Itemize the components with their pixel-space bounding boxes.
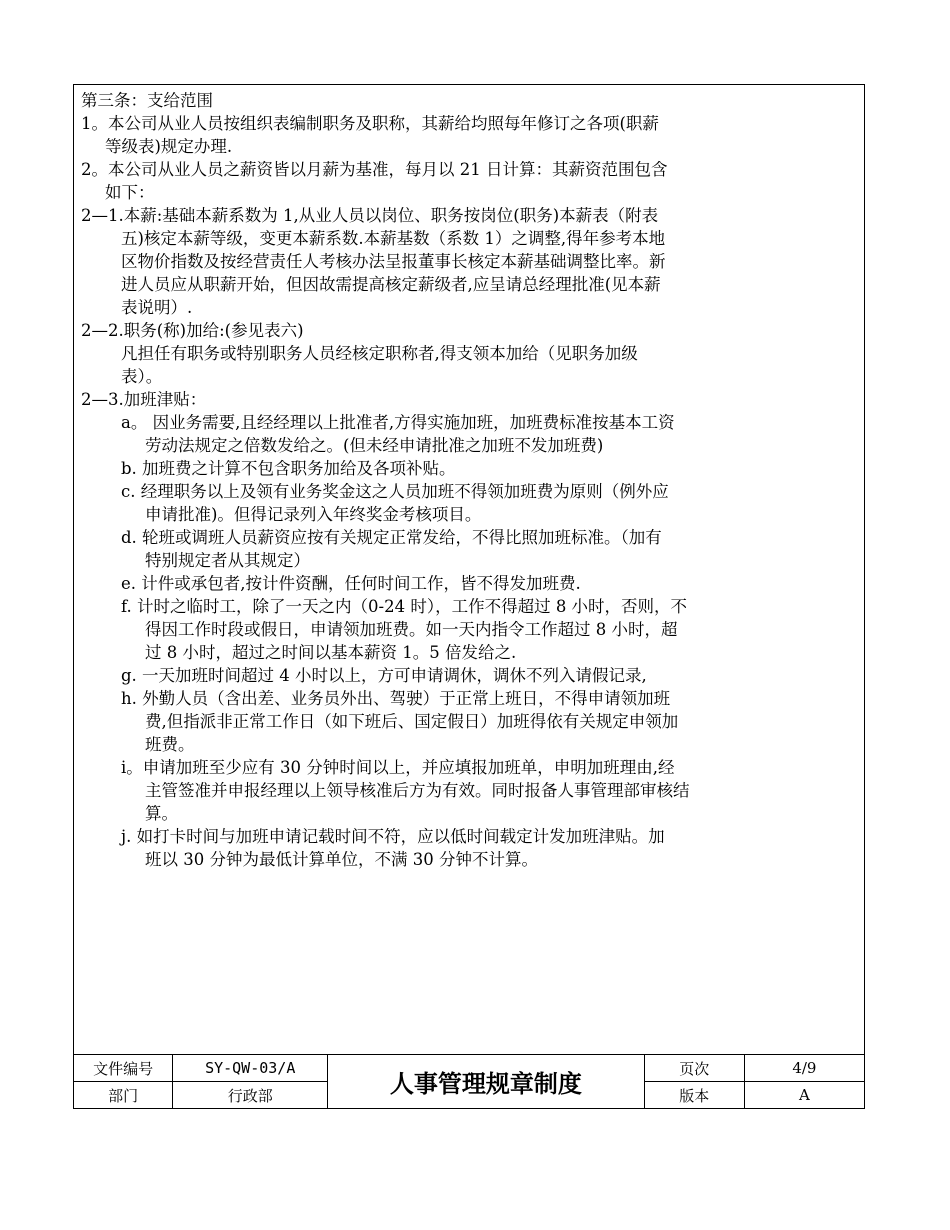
item-line: 班费。 xyxy=(145,735,195,754)
item-line: 主管签准并申报经理以上领导核准后方为有效。同时报备人事管理部审核结 xyxy=(145,781,690,800)
paragraph-2-line: 如下： xyxy=(105,183,155,202)
file-no-label: 文件编号 xyxy=(74,1055,173,1082)
section-2-1-line: 表说明）. xyxy=(121,298,193,317)
article-content xyxy=(81,89,858,871)
version-label: 版本 xyxy=(644,1082,744,1109)
item-line: f. 计时之临时工，除了一天之内（0-24 时），工作不得超过 8 小时，否则，不 xyxy=(121,597,688,616)
item-line: c. 经理职务以上及领有业务奖金这之人员加班不得领加班费为原则（例外应 xyxy=(121,482,669,501)
item-line: 劳动法规定之倍数发给之。(但未经申请批准之加班不发加班费) xyxy=(145,436,604,455)
item-line: 算。 xyxy=(145,804,178,823)
item-line: 班以 30 分钟为最低计算单位，不满 30 分钟不计算。 xyxy=(145,850,538,869)
dept-label: 部门 xyxy=(74,1082,173,1109)
section-2-2-line: 凡担任有职务或特别职务人员经核定职称者,得支领本加给（见职务加级 xyxy=(121,344,638,363)
section-2-3-heading: 2—3.加班津贴： xyxy=(81,390,207,409)
document-body xyxy=(73,84,865,1054)
item-line: b. 加班费之计算不包含职务加给及各项补贴。 xyxy=(121,459,456,478)
article-heading: 第三条：支给范围 xyxy=(81,91,213,110)
paragraph-1-line: 1。本公司从业人员按组织表编制职务及职称，其薪给均照每年修订之各项(职薪 xyxy=(81,114,659,133)
section-2-1-line: 进人员应从职薪开始，但因故需提高核定薪级者,应呈请总经理批准(见本薪 xyxy=(121,275,661,294)
section-2-1-line: 区物价指数及按经营责任人考核办法呈报董事长核定本薪基础调整比率。新 xyxy=(121,252,666,271)
item-line: 特别规定者从其规定） xyxy=(145,551,310,570)
section-2-1-line: 五)核定本薪等级，变更本薪系数.本薪基数（系数 1）之调整,得年参考本地 xyxy=(121,229,666,248)
item-line: d. 轮班或调班人员薪资应按有关规定正常发给，不得比照加班标准。（加有 xyxy=(121,528,662,547)
item-line: 过 8 小时，超过之时间以基本薪资 1。5 倍发给之. xyxy=(145,643,517,662)
item-line: 申请批准)。但得记录列入年终奖金考核项目。 xyxy=(145,505,482,524)
dept-value: 行政部 xyxy=(173,1082,328,1109)
section-2-1-line: 2—1.本薪:基础本薪系数为 1,从业人员以岗位、职务按岗位(职务)本薪表（附表 xyxy=(81,206,659,225)
item-line: e. 计件或承包者,按计件资酬，任何时间工作，皆不得发加班费. xyxy=(121,574,581,593)
version-value: A xyxy=(744,1082,864,1109)
page-value: 4/9 xyxy=(744,1055,864,1082)
page-label: 页次 xyxy=(644,1055,744,1082)
item-line: 得因工作时段或假日，申请领加班费。如一天内指令工作超过 8 小时，超 xyxy=(145,620,678,639)
file-no-value: SY-QW-03/A xyxy=(173,1055,328,1082)
item-line: a。 因业务需要,且经经理以上批准者,方得实施加班，加班费标准按基本工资 xyxy=(121,413,675,432)
item-line: i。申请加班至少应有 30 分钟时间以上，并应填报加班单，申明加班理由,经 xyxy=(121,758,675,777)
item-line: 费,但指派非正常工作日（如下班后、国定假日）加班得依有关规定申领加 xyxy=(145,712,679,731)
document-title: 人事管理规章制度 xyxy=(328,1055,644,1109)
document-footer-table xyxy=(73,1054,865,1109)
section-2-2-line: 表）。 xyxy=(121,367,163,386)
item-line: g. 一天加班时间超过 4 小时以上，方可申请调休，调休不列入请假记录, xyxy=(121,666,647,685)
paragraph-2-line: 2。本公司从业人员之薪资皆以月薪为基准，每月以 21 日计算：其薪资范围包含 xyxy=(81,160,668,179)
paragraph-1-line: 等级表)规定办理. xyxy=(105,137,233,156)
section-2-2-line: 2—2.职务(称)加给:(参见表六) xyxy=(81,321,304,340)
item-line: j. 如打卡时间与加班申请记载时间不符，应以低时间载定计发加班津贴。加 xyxy=(121,827,665,846)
item-line: h. 外勤人员（含出差、业务员外出、驾驶）于正常上班日，不得申请领加班 xyxy=(121,689,671,708)
